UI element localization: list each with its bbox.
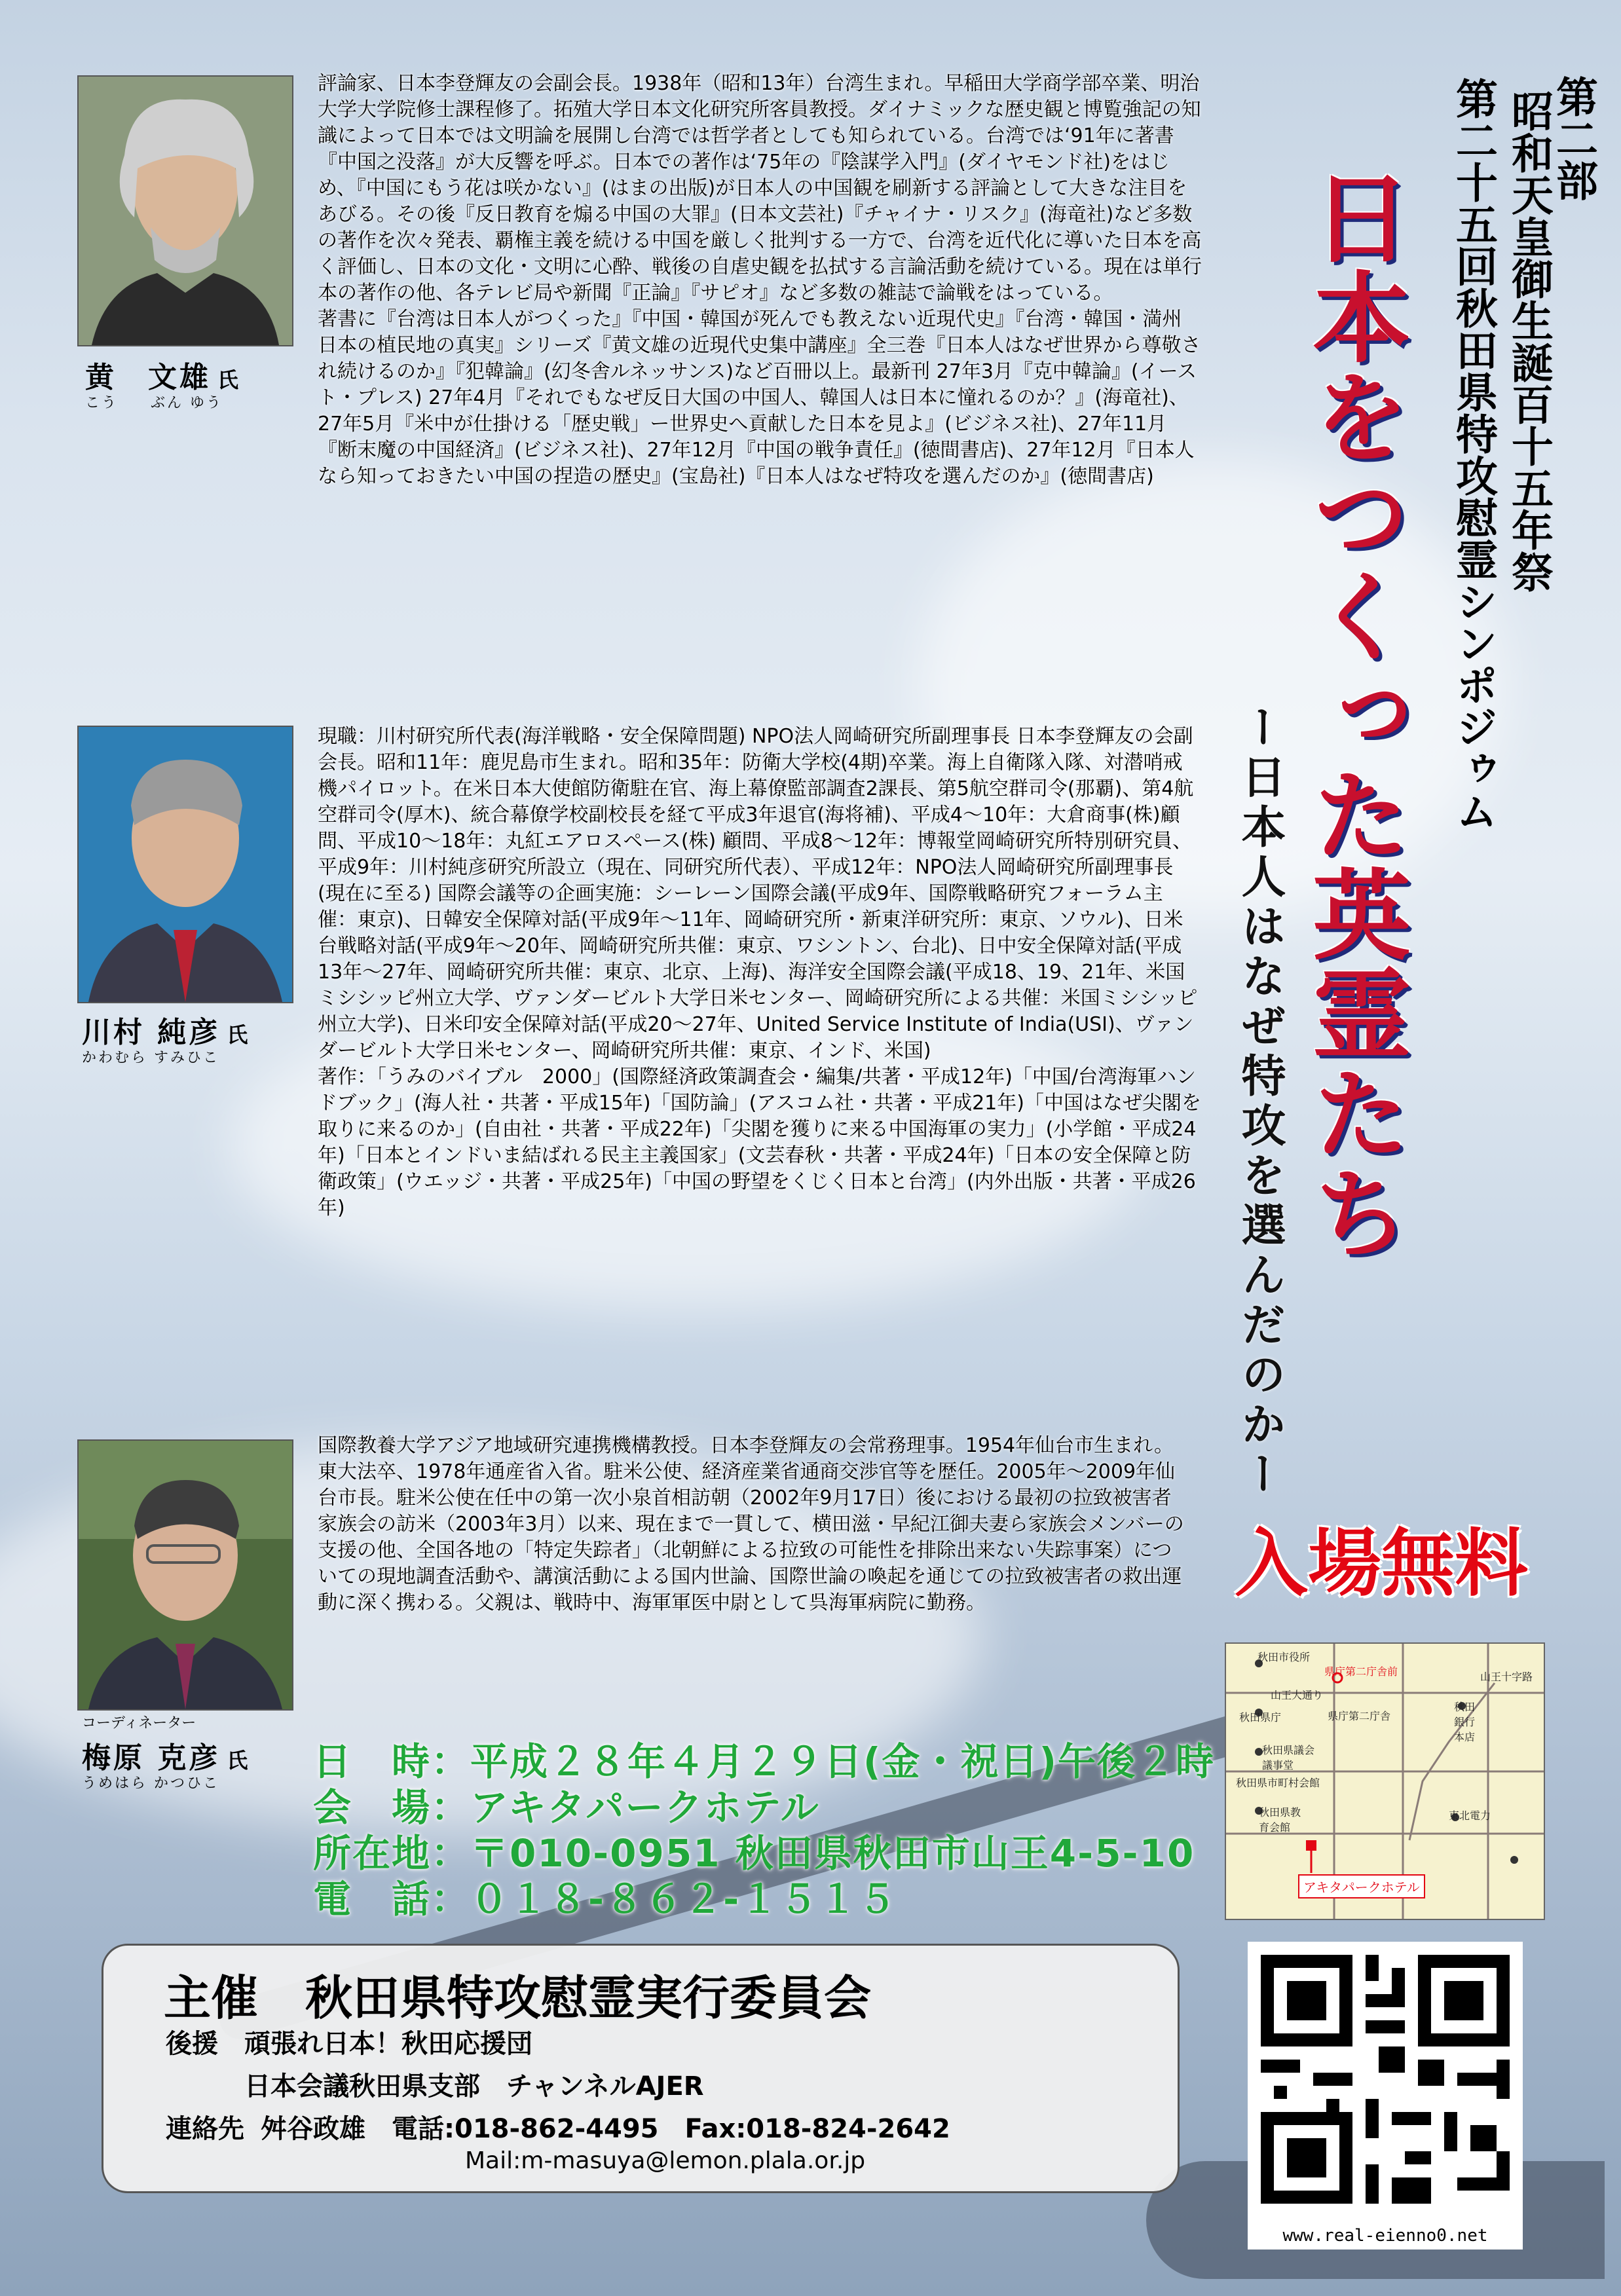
bio-paragraph: 著作：「うみのバイブル 2000」(国際経済政策調査会・編集/共著・平成12年)「中国/台湾海軍ハンドブック」(海人社・共著・平成15年)「国防論」(アスコム社・共著・平成21年)「中国はなぜ尖閣を取りに来るのか」(自由社・共著・平成22年)「尖閣を獲りに来る中国海軍の実力」(小学館・平成24年)「日本とインドいま結ばれる民主主義国家」(文芸春秋・共著・平成24年)「日本の安全保障と防衛政策」(ウエッジ・共著・平成25年)「中国の野望をくじく日本と台湾」(内外出版・共著・平成26年)	[318, 1065, 1201, 1219]
map-label: アキタパークホテル	[1298, 1874, 1425, 1898]
bio-paragraph: 国際教養大学アジア地域研究連携機構教授。日本李登輝友の会常務理事。1954年仙台市生まれ。東大法卒、1978年通産省入省。駐米公使、経済産業省通商交渉官等を歴任。2005年～2009年仙台市長。駐米公使在任中の第一次小泉首相訪朝（2002年9月17日）後における最初の拉致被害者家族会の訪米（2003年3月）以来、現在まで一貫して、横田滋・早紀江御夫妻ら家族会メンバーの支援の他、全国各地の「特定失踪者」（北朝鮮による拉致の可能性を排除出来ない失踪事案）についての現地調査活動や、講演活動による国内世論、国際世論の喚起を通じての拉致被害者の救出運動に深く携わる。父親は、戦時中、海軍軍医中尉として呉海軍病院に勤務。	[318, 1434, 1184, 1614]
speaker-role: コーディネーター	[82, 1715, 196, 1731]
map-label: 秋田県庁	[1239, 1711, 1282, 1724]
heading-festival	[1506, 75, 1595, 593]
main-title: 日本をつくった英霊たち	[1295, 167, 1409, 1262]
honorific: 氏	[227, 1748, 251, 1773]
event-phone: 電 話：０１８-８６２-１５１５	[313, 1877, 898, 1921]
qr-code-icon	[1248, 1942, 1523, 2217]
part-label: 第二部	[1549, 75, 1597, 201]
organizer-host: 主催 秋田県特攻慰霊実行委員会	[164, 1971, 872, 2026]
speaker-name-text: 川村 純彦	[82, 1016, 221, 1049]
portrait-icon	[79, 727, 292, 1002]
bio-paragraph: 評論家、日本李登輝友の会副会長。1938年（昭和13年）台湾生まれ。早稲田大学商学部卒業、明治大学大学院修士課程修了。拓殖大学日本文化研究所客員教授。ダイナミックな歴史観と博覧強記の知識によって日本では文明論を展開し台湾では哲学者としても知られている。台湾では‘91年に著書『中国之没落』が大反響を呼ぶ。日本での著作は‘75年の『陰謀学入門』(ダイヤモンド社)をはじめ、『中国にもう花は咲かない』(はまの出版)が日本人の中国観を刷新する評論として大きな注目をあびる。その後『反日教育を煽る中国の大罪』(日本文芸社)『チャイナ・リスク』(海竜社)など多数の著作を次々発表、覇権主義を続ける中国を厳しく批判する一方で、台湾を近代化に導いた日本を高く評価し、日本の文化・文明に心酔、戦後の自虐史観を払拭する言論活動を続けている。現在は単行本の著作の他、各テレビ局や新聞『正論』『サピオ』など多数の雑誌で論戦をはっている。	[318, 72, 1202, 305]
heading-symposium: 第二十五回秋田県特攻慰霊シンポジゥム	[1449, 77, 1497, 832]
speaker-photo-umehara	[77, 1439, 293, 1711]
map-label: 秋田県議会議事堂	[1262, 1744, 1315, 1771]
admission-free-label: 入場無料	[1235, 1521, 1528, 1606]
speaker-name	[82, 1009, 250, 1050]
speaker-reading: こう ぶん ゆう	[85, 395, 223, 411]
festival-title: 昭和天皇御生誕百十五年祭	[1504, 90, 1553, 593]
speaker-bio	[318, 724, 1202, 1221]
speaker-bio	[318, 71, 1202, 490]
map-label: 秋田県教育会館	[1259, 1806, 1301, 1834]
speaker-name-text: 梅原 克彦	[82, 1741, 221, 1775]
map-label: 山王十字路	[1480, 1671, 1533, 1683]
event-venue: 会 場：アキタパークホテル	[313, 1785, 820, 1830]
contact-mail[interactable]: Mail:m-masuya@lemon.plala.or.jp	[465, 2147, 866, 2174]
map-label: 県庁第二庁舎前	[1324, 1665, 1398, 1678]
map-label: 東北電力	[1449, 1809, 1491, 1822]
event-address: 所在地：〒010-0951 秋田県秋田市山王4-5-10	[313, 1831, 1195, 1876]
contact-label: 連絡先	[166, 2114, 244, 2144]
map-label: 山王大通り	[1271, 1689, 1324, 1701]
map-label: 県庁第二庁舎	[1328, 1710, 1391, 1722]
speaker-bio	[318, 1433, 1185, 1616]
website-url[interactable]: www.real-eienno0.net	[1282, 2226, 1488, 2246]
map-label: 秋田市役所	[1258, 1651, 1311, 1663]
map-label: 秋田銀行本店	[1454, 1701, 1476, 1743]
qr-code[interactable]	[1248, 1942, 1523, 2250]
speaker-name	[85, 354, 241, 396]
portrait-icon	[79, 77, 292, 345]
speaker-name	[82, 1734, 250, 1776]
support-org-2: 日本会議秋田県支部 チャンネルAJER	[244, 2071, 704, 2102]
bio-paragraph: 現職：川村研究所代表(海洋戦略・安全保障問題) NPO法人岡崎研究所副理事長 日本李登輝友の会副会長。昭和11年：鹿児島市生まれ。昭和35年：防衛大学校(4期)卒業。海上自衛隊入隊、対潜哨戒機パイロット。在米日本大使館防衛駐在官、海上幕僚監部調査2課長、第5航空群司令(那覇)、第4航空群司令(厚木)、統合幕僚学校副校長を経て平成3年退官(海将補)、平成4～10年：大倉商事(株)顧問、平成10～18年：丸紅エアロスペース(株) 顧問、平成8～12年：博報堂岡崎研究所特別研究員、平成9年：川村純彦研究所設立（現在、同研究所代表）、平成12年：NPO法人岡崎研究所副理事長 (現在に至る) 国際会議等の企画実施：シーレーン国際会議(平成9年、国際戦略研究フォーラム主催：東京)、日韓安全保障対話(平成9年～11年、岡崎研究所・新東洋研究所：東京、ソウル)、日米台戦略対話(平成9年～20年、岡崎研究所共催：東京、ワシントン、台北)、日中安全保障対話(平成13年～27年、岡崎研究所共催：東京、北京、上海)、海洋安全国際会議(平成18、19、21年、米国ミシシッピ州立大学、ヴァンダービルト大学日米センター、岡崎研究所による共催：米国ミシシッピ州立大学)、日米印安全保障対話(平成20～27年、United Service Institute of India(USI)、ヴァンダービルト大学日米センター、岡崎研究所共催：東京、インド、米国)	[318, 725, 1198, 1062]
honorific: 氏	[227, 1022, 251, 1047]
organizer-box	[102, 1944, 1180, 2193]
speaker-photo-ko	[77, 75, 293, 346]
honorific: 氏	[217, 367, 242, 392]
support-org-1: 頑張れ日本！秋田応援団	[244, 2029, 532, 2059]
map-label: 秋田県市町村会館	[1236, 1777, 1320, 1789]
speaker-reading: うめはら かつひこ	[82, 1775, 219, 1792]
support-label: 後援	[166, 2029, 218, 2059]
contact-info: 舛谷政雄 電話:018-862-4495 Fax:018-824-2642	[261, 2114, 950, 2144]
subtitle: ー日本人はなぜ特攻を選んだのかー	[1234, 704, 1286, 1500]
speaker-photo-kawamura	[77, 726, 293, 1003]
bio-paragraph: 著書に『台湾は日本人がつくった』『中国・韓国が死んでも教えない近現代史』『台湾・韓国・満州 日本の植民地の真実』シリーズ『黄文雄の近現代史集中講座』全三巻『日本人はなぜ世界から尊敬され続けるのか』『犯韓論』(幻冬舎ルネッサンス)など百冊以上。最新刊 27年3月『克中韓論』(イースト・プレス) 27年4月『それでもなぜ反日大国の中国人、韓国人は日本に憧れるのか？』(海竜社)、27年5月『米中が仕掛ける「歴史戦」ー世界史へ貢献した日本を見よ』(ビジネス社)、27年11月『断末魔の中国経済』(ビジネス社)、27年12月『中国の戦争責任』(徳間書店)、27年12月『日本人なら知っておきたい中国の捏造の歴史』(宝島社)『日本人はなぜ特攻を選んだのか』(徳間書店)	[318, 308, 1202, 488]
portrait-icon	[79, 1441, 292, 1709]
speaker-name-text: 黄 文雄	[85, 361, 211, 394]
speaker-reading: かわむら すみひこ	[82, 1050, 219, 1066]
event-date: 日 時：平成２８年４月２９日(金・祝日)午後２時	[313, 1739, 1216, 1784]
access-map	[1225, 1642, 1545, 1920]
